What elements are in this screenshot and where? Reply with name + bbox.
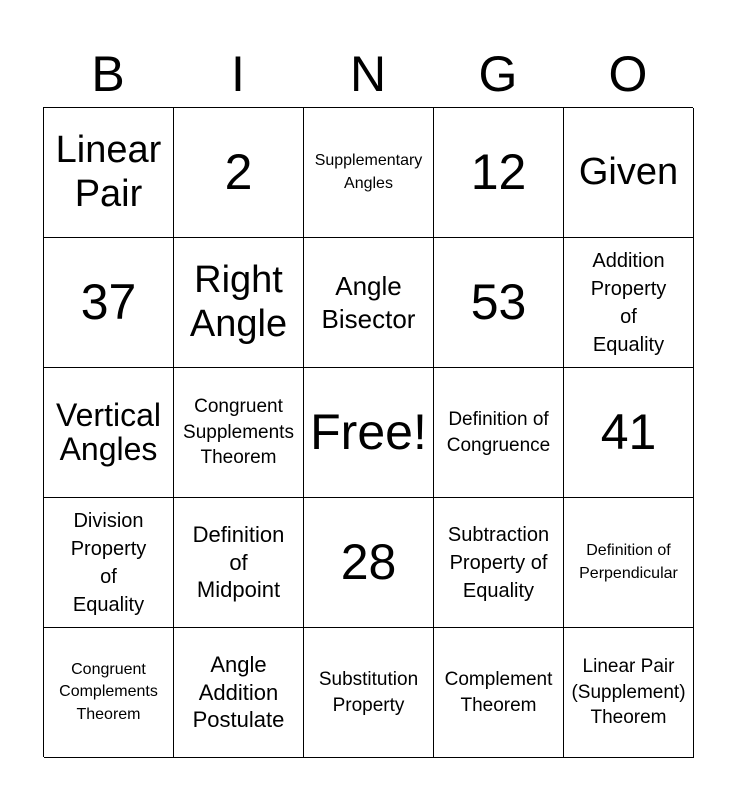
bingo-cell[interactable]	[564, 498, 694, 628]
bingo-cell[interactable]	[434, 368, 564, 498]
bingo-cell[interactable]	[304, 498, 434, 628]
cell-text: 28	[340, 534, 397, 590]
cell-text: Supplementary Angles	[314, 152, 423, 192]
header-letter-b: B	[91, 46, 125, 102]
cell-text: Definition of Midpoint	[192, 522, 285, 603]
cell-text: Linear Pair	[55, 128, 162, 215]
bingo-cell[interactable]	[304, 108, 434, 238]
bingo-cell[interactable]	[44, 368, 174, 498]
bingo-cell[interactable]	[174, 238, 304, 368]
bingo-cell[interactable]	[564, 628, 694, 758]
bingo-cell[interactable]	[44, 108, 174, 238]
cell-text: 37	[80, 274, 137, 330]
bingo-cell[interactable]	[304, 238, 434, 368]
cell-text: Complement Theorem	[444, 668, 553, 716]
cell-text: Angle Bisector	[321, 271, 416, 334]
bingo-cell[interactable]	[434, 238, 564, 368]
header-letter-o: O	[608, 46, 648, 102]
bingo-cell[interactable]	[564, 368, 694, 498]
bingo-cell[interactable]	[434, 498, 564, 628]
bingo-cell[interactable]	[174, 108, 304, 238]
header-letter-i: I	[231, 46, 245, 102]
cell-text: Vertical Angles	[56, 396, 161, 467]
cell-text: Right Angle	[189, 258, 288, 345]
cell-text: Angle Addition Postulate	[192, 652, 285, 733]
header-letter-g: G	[478, 46, 518, 102]
cell-text: Free!	[310, 404, 427, 460]
cell-text: Division Property of Equality	[70, 509, 147, 616]
bingo-header	[43, 40, 693, 108]
cell-text: Given	[578, 150, 679, 193]
cell-text: Subtraction Property of Equality	[447, 523, 550, 602]
cell-text: 12	[470, 144, 527, 200]
bingo-cell[interactable]	[174, 368, 304, 498]
cell-text: Definition of Perpendicular	[579, 542, 678, 582]
cell-text: Addition Property of Equality	[590, 249, 667, 356]
cell-text: Definition of Congruence	[446, 408, 551, 456]
bingo-cell[interactable]	[564, 108, 694, 238]
bingo-cell[interactable]	[174, 498, 304, 628]
bingo-cell[interactable]	[304, 628, 434, 758]
bingo-cell[interactable]	[434, 108, 564, 238]
cell-text: 2	[224, 144, 253, 200]
bingo-cell[interactable]	[44, 238, 174, 368]
bingo-board	[43, 107, 693, 757]
cell-text: 53	[470, 274, 527, 330]
header-letter-n: N	[349, 46, 387, 102]
cell-text: Substitution Property	[318, 668, 419, 716]
bingo-cell[interactable]	[304, 368, 434, 498]
bingo-cell[interactable]	[564, 238, 694, 368]
cell-text: Congruent Supplements Theorem	[183, 396, 294, 469]
bingo-cell[interactable]	[44, 628, 174, 758]
cell-text: 41	[600, 404, 657, 460]
cell-text: Linear Pair (Supplement) Theorem	[571, 656, 686, 729]
bingo-cell[interactable]	[434, 628, 564, 758]
cell-text: Congruent Complements Theorem	[59, 660, 158, 723]
bingo-cell[interactable]	[174, 628, 304, 758]
bingo-cell[interactable]	[44, 498, 174, 628]
